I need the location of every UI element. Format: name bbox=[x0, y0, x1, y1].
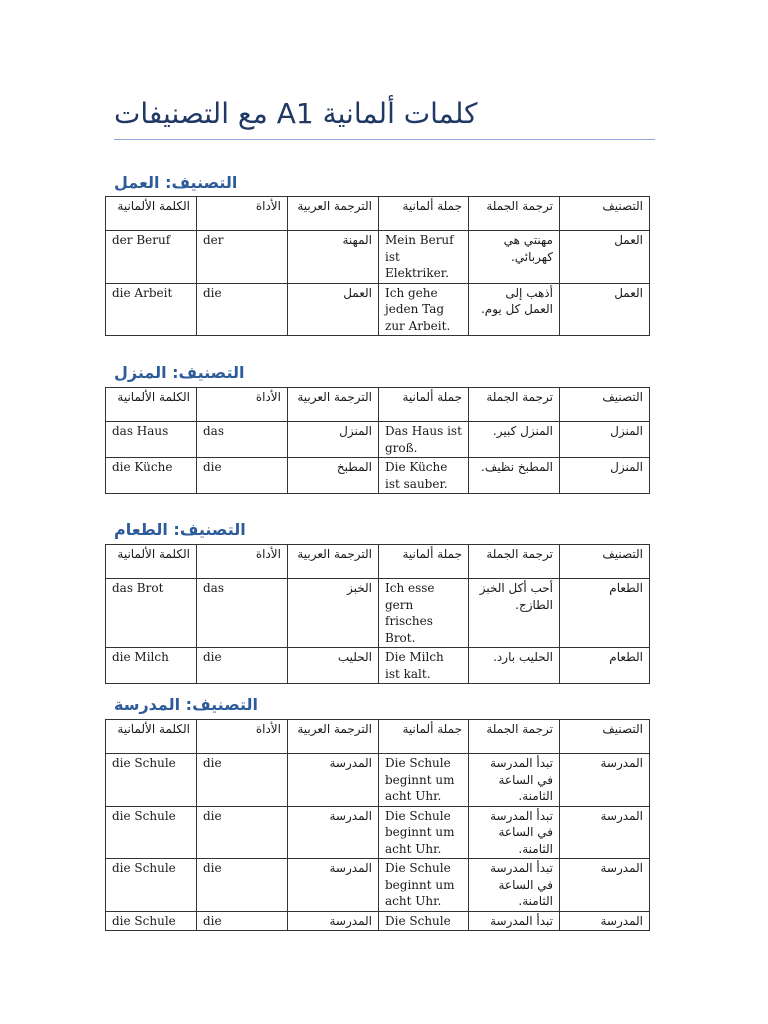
table-row bbox=[106, 859, 650, 912]
cell-sentence-translation: المطبخ نظيف. bbox=[469, 458, 560, 494]
vocab-table-home bbox=[105, 387, 650, 494]
cell-word: die Milch bbox=[106, 648, 197, 684]
header-category: التصنيف bbox=[560, 197, 650, 231]
cell-sentence-translation: تبدأ المدرسة في الساعة الثامنة. bbox=[469, 754, 560, 807]
header-german-word: الكلمة الألمانية bbox=[106, 720, 197, 754]
cell-category: الطعام bbox=[560, 579, 650, 648]
header-german-word: الكلمة الألمانية bbox=[106, 197, 197, 231]
cell-article: das bbox=[197, 579, 288, 648]
header-sentence-translation: ترجمة الجملة bbox=[469, 388, 560, 422]
cell-sentence: Mein Beruf ist Elektriker. bbox=[379, 231, 469, 284]
header-arabic-translation: الترجمة العربية bbox=[288, 545, 379, 579]
cell-sentence: Die Milch ist kalt. bbox=[379, 648, 469, 684]
cell-sentence: Ich gehe jeden Tag zur Arbeit. bbox=[379, 283, 469, 336]
cell-category: المدرسة bbox=[560, 911, 650, 931]
cell-sentence-translation: أحب أكل الخبز الطازج. bbox=[469, 579, 560, 648]
cell-category: المنزل bbox=[560, 458, 650, 494]
cell-article: die bbox=[197, 458, 288, 494]
cell-article: das bbox=[197, 422, 288, 458]
cell-sentence-translation: المنزل كبير. bbox=[469, 422, 560, 458]
header-sentence-translation: ترجمة الجملة bbox=[469, 197, 560, 231]
cell-translation: الحليب bbox=[288, 648, 379, 684]
header-german-sentence: جملة ألمانية bbox=[379, 197, 469, 231]
header-category: التصنيف bbox=[560, 388, 650, 422]
header-article: الأداة bbox=[197, 720, 288, 754]
cell-article: die bbox=[197, 859, 288, 912]
table-header-row bbox=[106, 388, 650, 422]
cell-translation: المدرسة bbox=[288, 754, 379, 807]
cell-category: الطعام bbox=[560, 648, 650, 684]
cell-article: die bbox=[197, 754, 288, 807]
cell-translation: المدرسة bbox=[288, 911, 379, 931]
cell-word: der Beruf bbox=[106, 231, 197, 284]
cell-translation: المطبخ bbox=[288, 458, 379, 494]
cell-sentence-translation: تبدأ المدرسة bbox=[469, 911, 560, 931]
header-article: الأداة bbox=[197, 545, 288, 579]
cell-word: die Schule bbox=[106, 806, 197, 859]
header-german-word: الكلمة الألمانية bbox=[106, 388, 197, 422]
table-row bbox=[106, 422, 650, 458]
cell-sentence-translation: تبدأ المدرسة في الساعة الثامنة. bbox=[469, 859, 560, 912]
cell-word: die Küche bbox=[106, 458, 197, 494]
header-german-sentence: جملة ألمانية bbox=[379, 545, 469, 579]
table-header-row bbox=[106, 197, 650, 231]
header-sentence-translation: ترجمة الجملة bbox=[469, 720, 560, 754]
cell-translation: العمل bbox=[288, 283, 379, 336]
cell-word: die Arbeit bbox=[106, 283, 197, 336]
header-article: الأداة bbox=[197, 197, 288, 231]
header-german-sentence: جملة ألمانية bbox=[379, 388, 469, 422]
cell-word: die Schule bbox=[106, 859, 197, 912]
cell-sentence: Das Haus ist groß. bbox=[379, 422, 469, 458]
cell-article: die bbox=[197, 911, 288, 931]
cell-sentence-translation: أذهب إلى العمل كل يوم. bbox=[469, 283, 560, 336]
table-row bbox=[106, 806, 650, 859]
cell-category: المدرسة bbox=[560, 754, 650, 807]
title-divider bbox=[114, 139, 655, 140]
table-header-row bbox=[106, 720, 650, 754]
table-header-row bbox=[106, 545, 650, 579]
header-category: التصنيف bbox=[560, 720, 650, 754]
cell-sentence-translation: الحليب بارد. bbox=[469, 648, 560, 684]
vocab-table-work bbox=[105, 196, 650, 336]
cell-sentence: Die Schule beginnt um acht Uhr. bbox=[379, 754, 469, 807]
cell-translation: الخبز bbox=[288, 579, 379, 648]
cell-word: das Haus bbox=[106, 422, 197, 458]
cell-article: die bbox=[197, 648, 288, 684]
cell-sentence: Die Schule beginnt um acht Uhr. bbox=[379, 806, 469, 859]
vocab-table-school bbox=[105, 719, 650, 931]
cell-word: die Schule bbox=[106, 911, 197, 931]
table-row bbox=[106, 579, 650, 648]
header-arabic-translation: الترجمة العربية bbox=[288, 720, 379, 754]
cell-word: die Schule bbox=[106, 754, 197, 807]
section-heading-school: التصنيف: المدرسة bbox=[114, 695, 258, 714]
table-row bbox=[106, 911, 650, 931]
cell-sentence: Ich esse gern frisches Brot. bbox=[379, 579, 469, 648]
cell-translation: المدرسة bbox=[288, 859, 379, 912]
table-row bbox=[106, 231, 650, 284]
cell-category: المدرسة bbox=[560, 806, 650, 859]
table-row bbox=[106, 283, 650, 336]
cell-sentence-translation: مهنتي هي كهربائي. bbox=[469, 231, 560, 284]
cell-word: das Brot bbox=[106, 579, 197, 648]
cell-sentence: Die Küche ist sauber. bbox=[379, 458, 469, 494]
section-heading-food: التصنيف: الطعام bbox=[114, 520, 246, 539]
cell-translation: المهنة bbox=[288, 231, 379, 284]
cell-sentence-translation: تبدأ المدرسة في الساعة الثامنة. bbox=[469, 806, 560, 859]
header-article: الأداة bbox=[197, 388, 288, 422]
document-title: مع التصنيفات A1 كلمات ألمانية bbox=[114, 97, 478, 130]
header-arabic-translation: الترجمة العربية bbox=[288, 388, 379, 422]
cell-translation: المدرسة bbox=[288, 806, 379, 859]
header-german-word: الكلمة الألمانية bbox=[106, 545, 197, 579]
cell-category: المنزل bbox=[560, 422, 650, 458]
cell-sentence: Die Schule beginnt um acht Uhr. bbox=[379, 859, 469, 912]
table-row bbox=[106, 754, 650, 807]
table-row bbox=[106, 648, 650, 684]
header-category: التصنيف bbox=[560, 545, 650, 579]
cell-article: der bbox=[197, 231, 288, 284]
cell-category: العمل bbox=[560, 231, 650, 284]
cell-translation: المنزل bbox=[288, 422, 379, 458]
header-german-sentence: جملة ألمانية bbox=[379, 720, 469, 754]
cell-article: die bbox=[197, 806, 288, 859]
cell-category: المدرسة bbox=[560, 859, 650, 912]
header-arabic-translation: الترجمة العربية bbox=[288, 197, 379, 231]
vocab-table-food bbox=[105, 544, 650, 684]
cell-category: العمل bbox=[560, 283, 650, 336]
section-heading-home: التصنيف: المنزل bbox=[114, 363, 245, 382]
cell-article: die bbox=[197, 283, 288, 336]
header-sentence-translation: ترجمة الجملة bbox=[469, 545, 560, 579]
cell-sentence: Die Schule bbox=[379, 911, 469, 931]
section-heading-work: التصنيف: العمل bbox=[114, 173, 238, 192]
table-row bbox=[106, 458, 650, 494]
